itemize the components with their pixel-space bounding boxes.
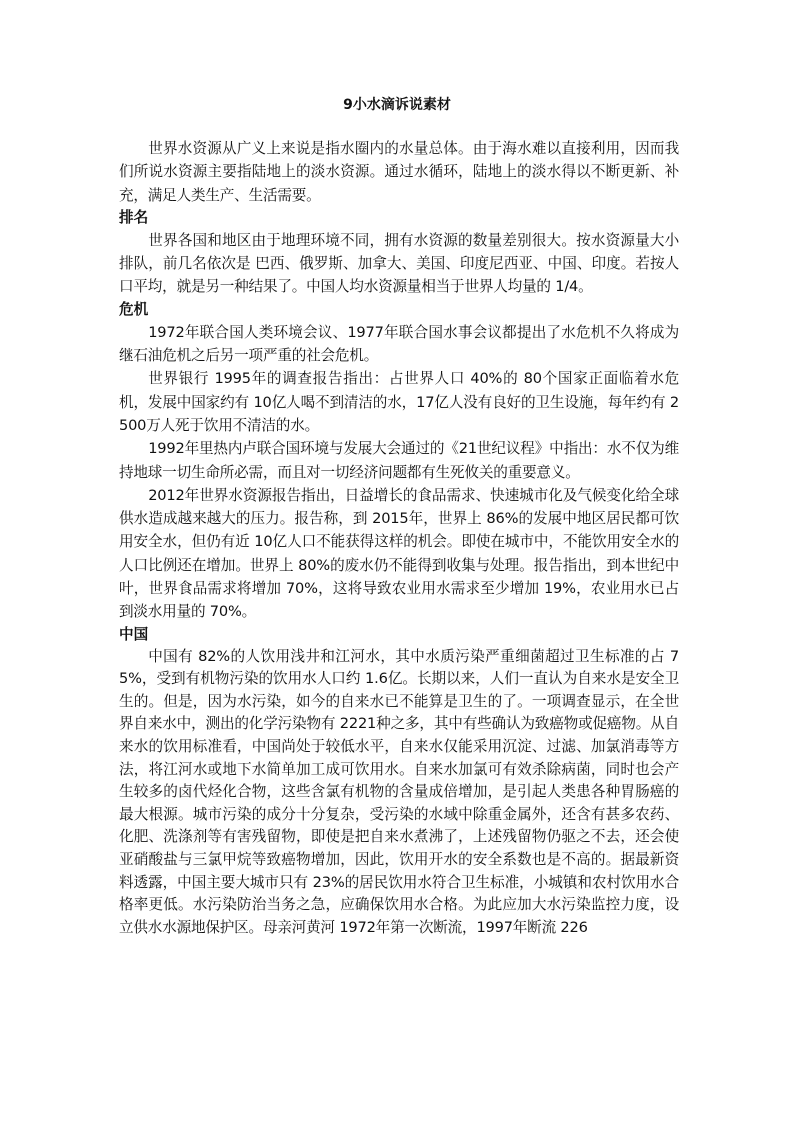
body-paragraph: 世界各国和地区由于地理环境不同，拥有水资源的数量差别很大。按水资源量大小排队，前几名依次是 巴西、俄罗斯、加拿大、美国、印度尼西亚、中国、印度。若按人口平均，就是另一种结果了。中国人均水资源量相当于世界人均量的 1/4。 [119,231,679,296]
intro-paragraph: 世界水资源从广义上来说是指水圈内的水量总体。由于海水难以直接利用，因而我们所说水资源主要指陆地上的淡水资源。通过水循环，陆地上的淡水得以不断更新、补充，满足人类生产、生活需要。 [119,140,679,204]
document-body [119,137,679,939]
section-heading: 危机 [119,300,149,318]
section-china [119,624,679,940]
section-heading: 中国 [119,625,149,643]
section-heading: 排名 [119,208,149,226]
section-crisis [119,299,679,624]
body-paragraph: 2012年世界水资源报告指出，日益增长的食品需求、快速城市化及气候变化给全球供水造成越来越大的压力。报告称，到 2015年，世界上 86%的发展中地区居民都可饮用安全水，但仍有近 10亿人口不能获得这样的机会。即使在城市中，不能饮用安全水的人口比例还在增加。世界上 80%的废水仍不能得到收集与处理。报告指出，到本世纪中叶，世界食品需求将增加 70%，这将导致农业用水需求至少增加 19%，农业用水已占到淡水用量的 70%。 [119,486,679,621]
body-paragraph: 1972年联合国人类环境会议、1977年联合国水事会议都提出了水危机不久将成为继石油危机之后另一项严重的社会危机。 [119,323,679,365]
body-paragraph: 1992年里热内卢联合国环境与发展大会通过的《21世纪议程》中指出：水不仅为维持地球一切生命所必需，而且对一切经济问题都有生死攸关的重要意义。 [119,440,679,481]
body-paragraph: 世界银行 1995年的调查报告指出：占世界人口 40%的 80个国家正面临着水危机，发展中国家约有 10亿人喝不到清洁的水，17亿人没有良好的卫生设施，每年约有 2500万人死于饮用不清洁的水。 [119,370,679,434]
section-ranking [119,207,679,299]
body-paragraph: 中国有 82%的人饮用浅井和江河水，其中水质污染严重细菌超过卫生标准的占 75%，受到有机物污染的饮用水人口约 1.6亿。长期以来，人们一直认为自来水是安全卫生的。但是，因为水污染，如今的自来水已不能算是卫生的了。一项调查显示，在全世界自来水中，测出的化学污染物有 2221种之多，其中有些确认为致癌物或促癌物。从自来水的饮用标准看，中国尚处于较低水平，自来水仅能采用沉淀、过滤、加氯消毒等方法，将江河水或地下水简单加工成可饮用水。自来水加氯可有效杀除病菌，同时也会产生较多的卤代烃化合物，这些含氯有机物的含量成倍增加，是引起人类患各种胃肠癌的最大根源。城市污染的成分十分复杂，受污染的水域中除重金属外，还含有甚多农药、化肥、洗涤剂等有害残留物，即使是把自来水煮沸了，上述残留物仍驱之不去，还会使亚硝酸盐与三氯甲烷等致癌物增加，因此，饮用开水的安全系数也是不高的。据最新资料透露，中国主要大城市只有 23%的居民饮用水符合卫生标准，小城镇和农村饮用水合格率更低。水污染防治当务之急，应确保饮用水合格。为此应加大水污染监控力度，设立供水水源地保护区。母亲河黄河 1972年第一次断流，1997年断流 226 [119,647,679,936]
document-title: 9小水滴诉说素材 [343,97,451,113]
